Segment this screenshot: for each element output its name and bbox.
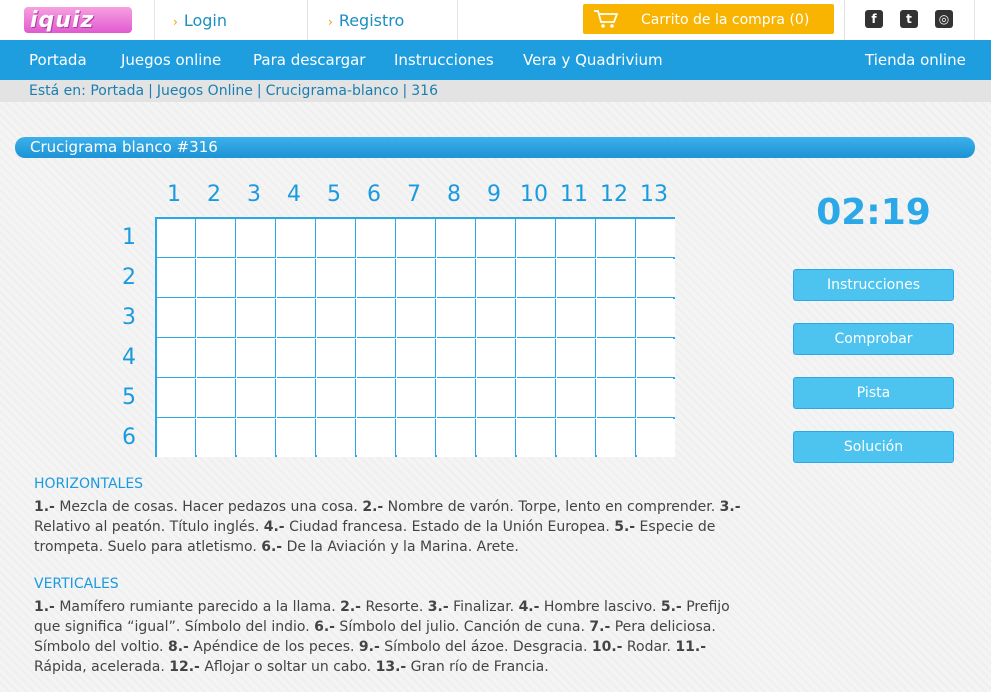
- column-number: 7: [407, 182, 421, 207]
- check-button[interactable]: Comprobar: [793, 323, 954, 355]
- row-number: 5: [122, 385, 136, 410]
- clue-number: 11.-: [675, 639, 707, 655]
- clue-number: 3.-: [427, 599, 449, 615]
- grid-cell[interactable]: [637, 299, 675, 338]
- clue-text: Mezcla de cosas. Hacer pedazos una cosa.: [54, 499, 363, 515]
- grid-cell[interactable]: [557, 219, 596, 258]
- row-number: 1: [122, 225, 136, 250]
- clue-item: [34, 599, 340, 615]
- clue-item: [314, 619, 589, 635]
- clue-item: [340, 599, 428, 615]
- breadcrumb-text: [29, 83, 438, 99]
- grid-cell[interactable]: [357, 379, 396, 418]
- row-number: 2: [122, 265, 136, 290]
- grid-cell[interactable]: [197, 419, 236, 457]
- hint-button[interactable]: Pista: [793, 377, 954, 409]
- divider: [457, 0, 458, 40]
- grid-cell[interactable]: [157, 219, 196, 258]
- clue-number: 10.-: [591, 639, 623, 655]
- grid-cell[interactable]: [637, 219, 675, 258]
- column-number: 3: [247, 182, 261, 207]
- solution-button[interactable]: Solución: [793, 431, 954, 463]
- nav-item-instrucciones[interactable]: Instrucciones: [394, 51, 494, 69]
- nav-item-vera-quadrivium[interactable]: Vera y Quadrivium: [523, 51, 663, 69]
- horizontal-clues: [34, 497, 746, 557]
- grid-cell[interactable]: [637, 339, 675, 378]
- vertical-clues: [34, 597, 746, 677]
- breadcrumb-link-portada[interactable]: Portada: [90, 83, 145, 99]
- grid-cell[interactable]: [317, 419, 356, 457]
- clue-item: [376, 659, 549, 675]
- clue-number: 8.-: [167, 639, 189, 655]
- grid-cell[interactable]: [317, 219, 356, 258]
- clue-number: 7.-: [589, 619, 611, 635]
- grid-cell[interactable]: [317, 299, 356, 338]
- clue-text: Mamífero rumiante parecido a la llama.: [54, 599, 341, 615]
- cart-icon: [593, 9, 619, 29]
- grid-cell[interactable]: [517, 219, 556, 258]
- grid-cell[interactable]: [477, 219, 516, 258]
- clue-number: 1.-: [34, 599, 55, 615]
- facebook-icon[interactable]: f: [865, 10, 883, 28]
- clue-number: 12.-: [169, 659, 200, 675]
- grid-cell[interactable]: [517, 379, 556, 418]
- breadcrumb-separator: |: [256, 83, 262, 99]
- login-link[interactable]: [173, 11, 227, 30]
- grid-cell[interactable]: [277, 379, 316, 418]
- breadcrumb-separator: |: [148, 83, 153, 99]
- grid-cell[interactable]: [357, 419, 396, 457]
- column-number: 2: [207, 182, 221, 207]
- breadcrumb-link-juegos[interactable]: Juegos Online: [156, 83, 253, 99]
- register-label: Registro: [338, 11, 405, 30]
- grid-cell[interactable]: [397, 219, 436, 258]
- grid-cell[interactable]: [437, 259, 476, 298]
- clue-item: [169, 659, 375, 675]
- grid-cell[interactable]: [157, 419, 196, 457]
- grid-cell[interactable]: [277, 419, 316, 457]
- clue-text: Rápida, acelerada.: [34, 659, 170, 675]
- grid-cell[interactable]: [597, 259, 636, 298]
- chevron-right-icon: ›: [173, 15, 178, 29]
- nav-item-tienda-online[interactable]: Tienda online: [865, 51, 966, 69]
- clue-number: 4.-: [518, 599, 540, 615]
- instagram-icon[interactable]: ◎: [935, 10, 953, 28]
- clue-text: Apéndice de los peces.: [188, 639, 359, 655]
- clue-text: Nombre de varón. Torpe, lento en comprender.: [383, 499, 720, 515]
- clue-item: [592, 639, 676, 655]
- grid-cell[interactable]: [557, 379, 596, 418]
- grid-cell[interactable]: [197, 339, 236, 378]
- clue-number: 2.-: [362, 499, 384, 515]
- grid-cell[interactable]: [197, 299, 236, 338]
- column-number: 10: [520, 182, 548, 207]
- column-number: 8: [447, 182, 461, 207]
- instructions-button[interactable]: Instrucciones: [793, 269, 954, 301]
- clue-number: 4.-: [263, 519, 285, 535]
- grid-cell[interactable]: [557, 339, 596, 378]
- grid-cell[interactable]: [477, 259, 516, 298]
- login-label: Login: [183, 11, 227, 30]
- grid-cell[interactable]: [397, 379, 436, 418]
- grid-cell[interactable]: [597, 339, 636, 378]
- row-number: 6: [122, 425, 136, 450]
- nav-item-portada[interactable]: Portada: [29, 51, 87, 69]
- logo-text: iquiz: [30, 8, 95, 33]
- cart-label: Carrito de la compra (0): [641, 12, 810, 28]
- main-nav: [0, 40, 991, 80]
- grid-cell[interactable]: [197, 259, 236, 298]
- clue-text: Especie de trompeta. Suelo para atletismo.: [34, 519, 716, 555]
- column-number: 9: [487, 182, 501, 207]
- clue-item: [34, 499, 362, 515]
- grid-cell[interactable]: [277, 339, 316, 378]
- column-number: 4: [287, 182, 301, 207]
- grid-cell[interactable]: [597, 299, 636, 338]
- grid-cell[interactable]: [357, 299, 396, 338]
- breadcrumb-separator: |: [402, 83, 408, 99]
- clue-item: [168, 639, 359, 655]
- grid-cell[interactable]: [197, 219, 236, 258]
- grid-cell[interactable]: [277, 299, 316, 338]
- grid-cell[interactable]: [237, 219, 276, 258]
- grid-cell[interactable]: [357, 339, 396, 378]
- clue-number: 5.-: [660, 599, 682, 615]
- grid-cell[interactable]: [517, 339, 556, 378]
- clue-number: 6.-: [261, 539, 283, 555]
- grid-cell[interactable]: [517, 259, 556, 298]
- divider: [307, 0, 308, 40]
- grid-cell[interactable]: [477, 379, 516, 418]
- nav-item-para-descargar[interactable]: Para descargar: [253, 51, 366, 69]
- breadcrumb-prefix: Está en:: [29, 83, 86, 99]
- grid-cell[interactable]: [477, 419, 516, 457]
- grid-cell[interactable]: [477, 299, 516, 338]
- grid-cell[interactable]: [637, 259, 675, 298]
- row-number: 4: [122, 345, 136, 370]
- breadcrumb: [0, 80, 991, 102]
- row-number: 3: [122, 305, 136, 330]
- logo[interactable]: [24, 7, 132, 33]
- clue-text: Rodar.: [622, 639, 676, 655]
- grid-cell[interactable]: [277, 259, 316, 298]
- grid-cell[interactable]: [317, 339, 356, 378]
- clue-item: [362, 499, 719, 515]
- grid-cell[interactable]: [637, 379, 675, 418]
- clue-text: Símbolo del ázoe. Desgracia.: [379, 639, 592, 655]
- grid-cell[interactable]: [237, 259, 276, 298]
- clue-number: 6.-: [314, 619, 335, 635]
- column-number: 13: [640, 182, 668, 207]
- clue-item: [264, 519, 614, 535]
- register-link[interactable]: [328, 11, 404, 30]
- clue-item: [428, 599, 519, 615]
- cart-button[interactable]: [583, 4, 834, 34]
- breadcrumb-link-crucigrama[interactable]: Crucigrama-blanco: [265, 83, 399, 99]
- breadcrumb-current: 316: [411, 83, 438, 99]
- grid-cell[interactable]: [557, 419, 596, 457]
- nav-item-juegos-online[interactable]: Juegos online: [121, 51, 222, 69]
- clue-number: 13.-: [375, 659, 407, 675]
- grid-cell[interactable]: [157, 259, 196, 298]
- divider: [974, 0, 975, 40]
- clue-number: 3.-: [719, 499, 741, 515]
- grid-cell[interactable]: [477, 339, 516, 378]
- clue-text: De la Aviación y la Marina. Arete.: [282, 539, 519, 555]
- clue-text: Símbolo del julio. Canción de cuna.: [334, 619, 590, 635]
- grid-cell[interactable]: [637, 419, 675, 457]
- clue-number: 2.-: [340, 599, 361, 615]
- grid-cell[interactable]: [397, 259, 436, 298]
- grid-cell[interactable]: [157, 339, 196, 378]
- grid-cell[interactable]: [317, 259, 356, 298]
- grid-cell[interactable]: [517, 299, 556, 338]
- grid-cell[interactable]: [277, 219, 316, 258]
- twitter-icon[interactable]: t: [900, 10, 918, 28]
- clue-text: Prefijo que significa “igual”. Símbolo del indio.: [34, 599, 730, 635]
- grid-cell[interactable]: [237, 379, 276, 418]
- grid-cell[interactable]: [157, 379, 196, 418]
- grid-cell[interactable]: [557, 259, 596, 298]
- puzzle-title-bar: [15, 137, 975, 158]
- grid-cell[interactable]: [157, 299, 196, 338]
- column-number: 6: [367, 182, 381, 207]
- column-number: 1: [167, 182, 181, 207]
- clue-item: [519, 599, 661, 615]
- clue-text: Gran río de Francia.: [406, 659, 549, 675]
- page-title: Crucigrama blanco #316: [30, 138, 218, 156]
- grid-cell[interactable]: [357, 219, 396, 258]
- clue-text: Hombre lascivo.: [539, 599, 661, 615]
- clue-text: Resorte.: [361, 599, 428, 615]
- grid-cell[interactable]: [397, 299, 436, 338]
- clue-number: 5.-: [614, 519, 636, 535]
- grid-cell[interactable]: [437, 379, 476, 418]
- clue-text: Aflojar o soltar un cabo.: [199, 659, 376, 675]
- column-number: 11: [560, 182, 588, 207]
- chevron-right-icon: ›: [328, 15, 333, 29]
- grid-cell[interactable]: [597, 379, 636, 418]
- horizontal-clues-title: HORIZONTALES: [34, 476, 144, 492]
- divider: [154, 0, 155, 40]
- column-number: 12: [600, 182, 628, 207]
- grid-cell[interactable]: [357, 259, 396, 298]
- clue-text: Relativo al peatón. Título inglés.: [34, 519, 264, 535]
- divider: [844, 0, 845, 40]
- timer: 02:19: [816, 192, 931, 233]
- grid-cell[interactable]: [437, 299, 476, 338]
- grid-cell[interactable]: [397, 339, 436, 378]
- column-number: 5: [327, 182, 341, 207]
- grid-cell[interactable]: [237, 339, 276, 378]
- grid-cell[interactable]: [597, 419, 636, 457]
- grid-cell[interactable]: [517, 419, 556, 457]
- crossword-grid: [155, 217, 675, 457]
- grid-cell[interactable]: [397, 419, 436, 457]
- grid-cell[interactable]: [197, 379, 236, 418]
- grid-cell[interactable]: [557, 299, 596, 338]
- grid-cell[interactable]: [237, 299, 276, 338]
- clue-text: Pera deliciosa. Símbolo del voltio.: [34, 619, 716, 655]
- clue-text: Finalizar.: [448, 599, 519, 615]
- clue-number: 1.-: [34, 499, 55, 515]
- grid-cell[interactable]: [437, 339, 476, 378]
- vertical-clues-title: VERTICALES: [34, 576, 119, 592]
- grid-cell[interactable]: [237, 419, 276, 457]
- top-bar: [0, 0, 991, 41]
- grid-cell[interactable]: [597, 219, 636, 258]
- grid-cell[interactable]: [437, 219, 476, 258]
- clue-item: [359, 639, 592, 655]
- clue-text: Ciudad francesa. Estado de la Unión Europea.: [284, 519, 615, 535]
- clue-number: 9.-: [358, 639, 380, 655]
- grid-cell[interactable]: [317, 379, 356, 418]
- grid-cell[interactable]: [437, 419, 476, 457]
- clue-item: [261, 539, 519, 555]
